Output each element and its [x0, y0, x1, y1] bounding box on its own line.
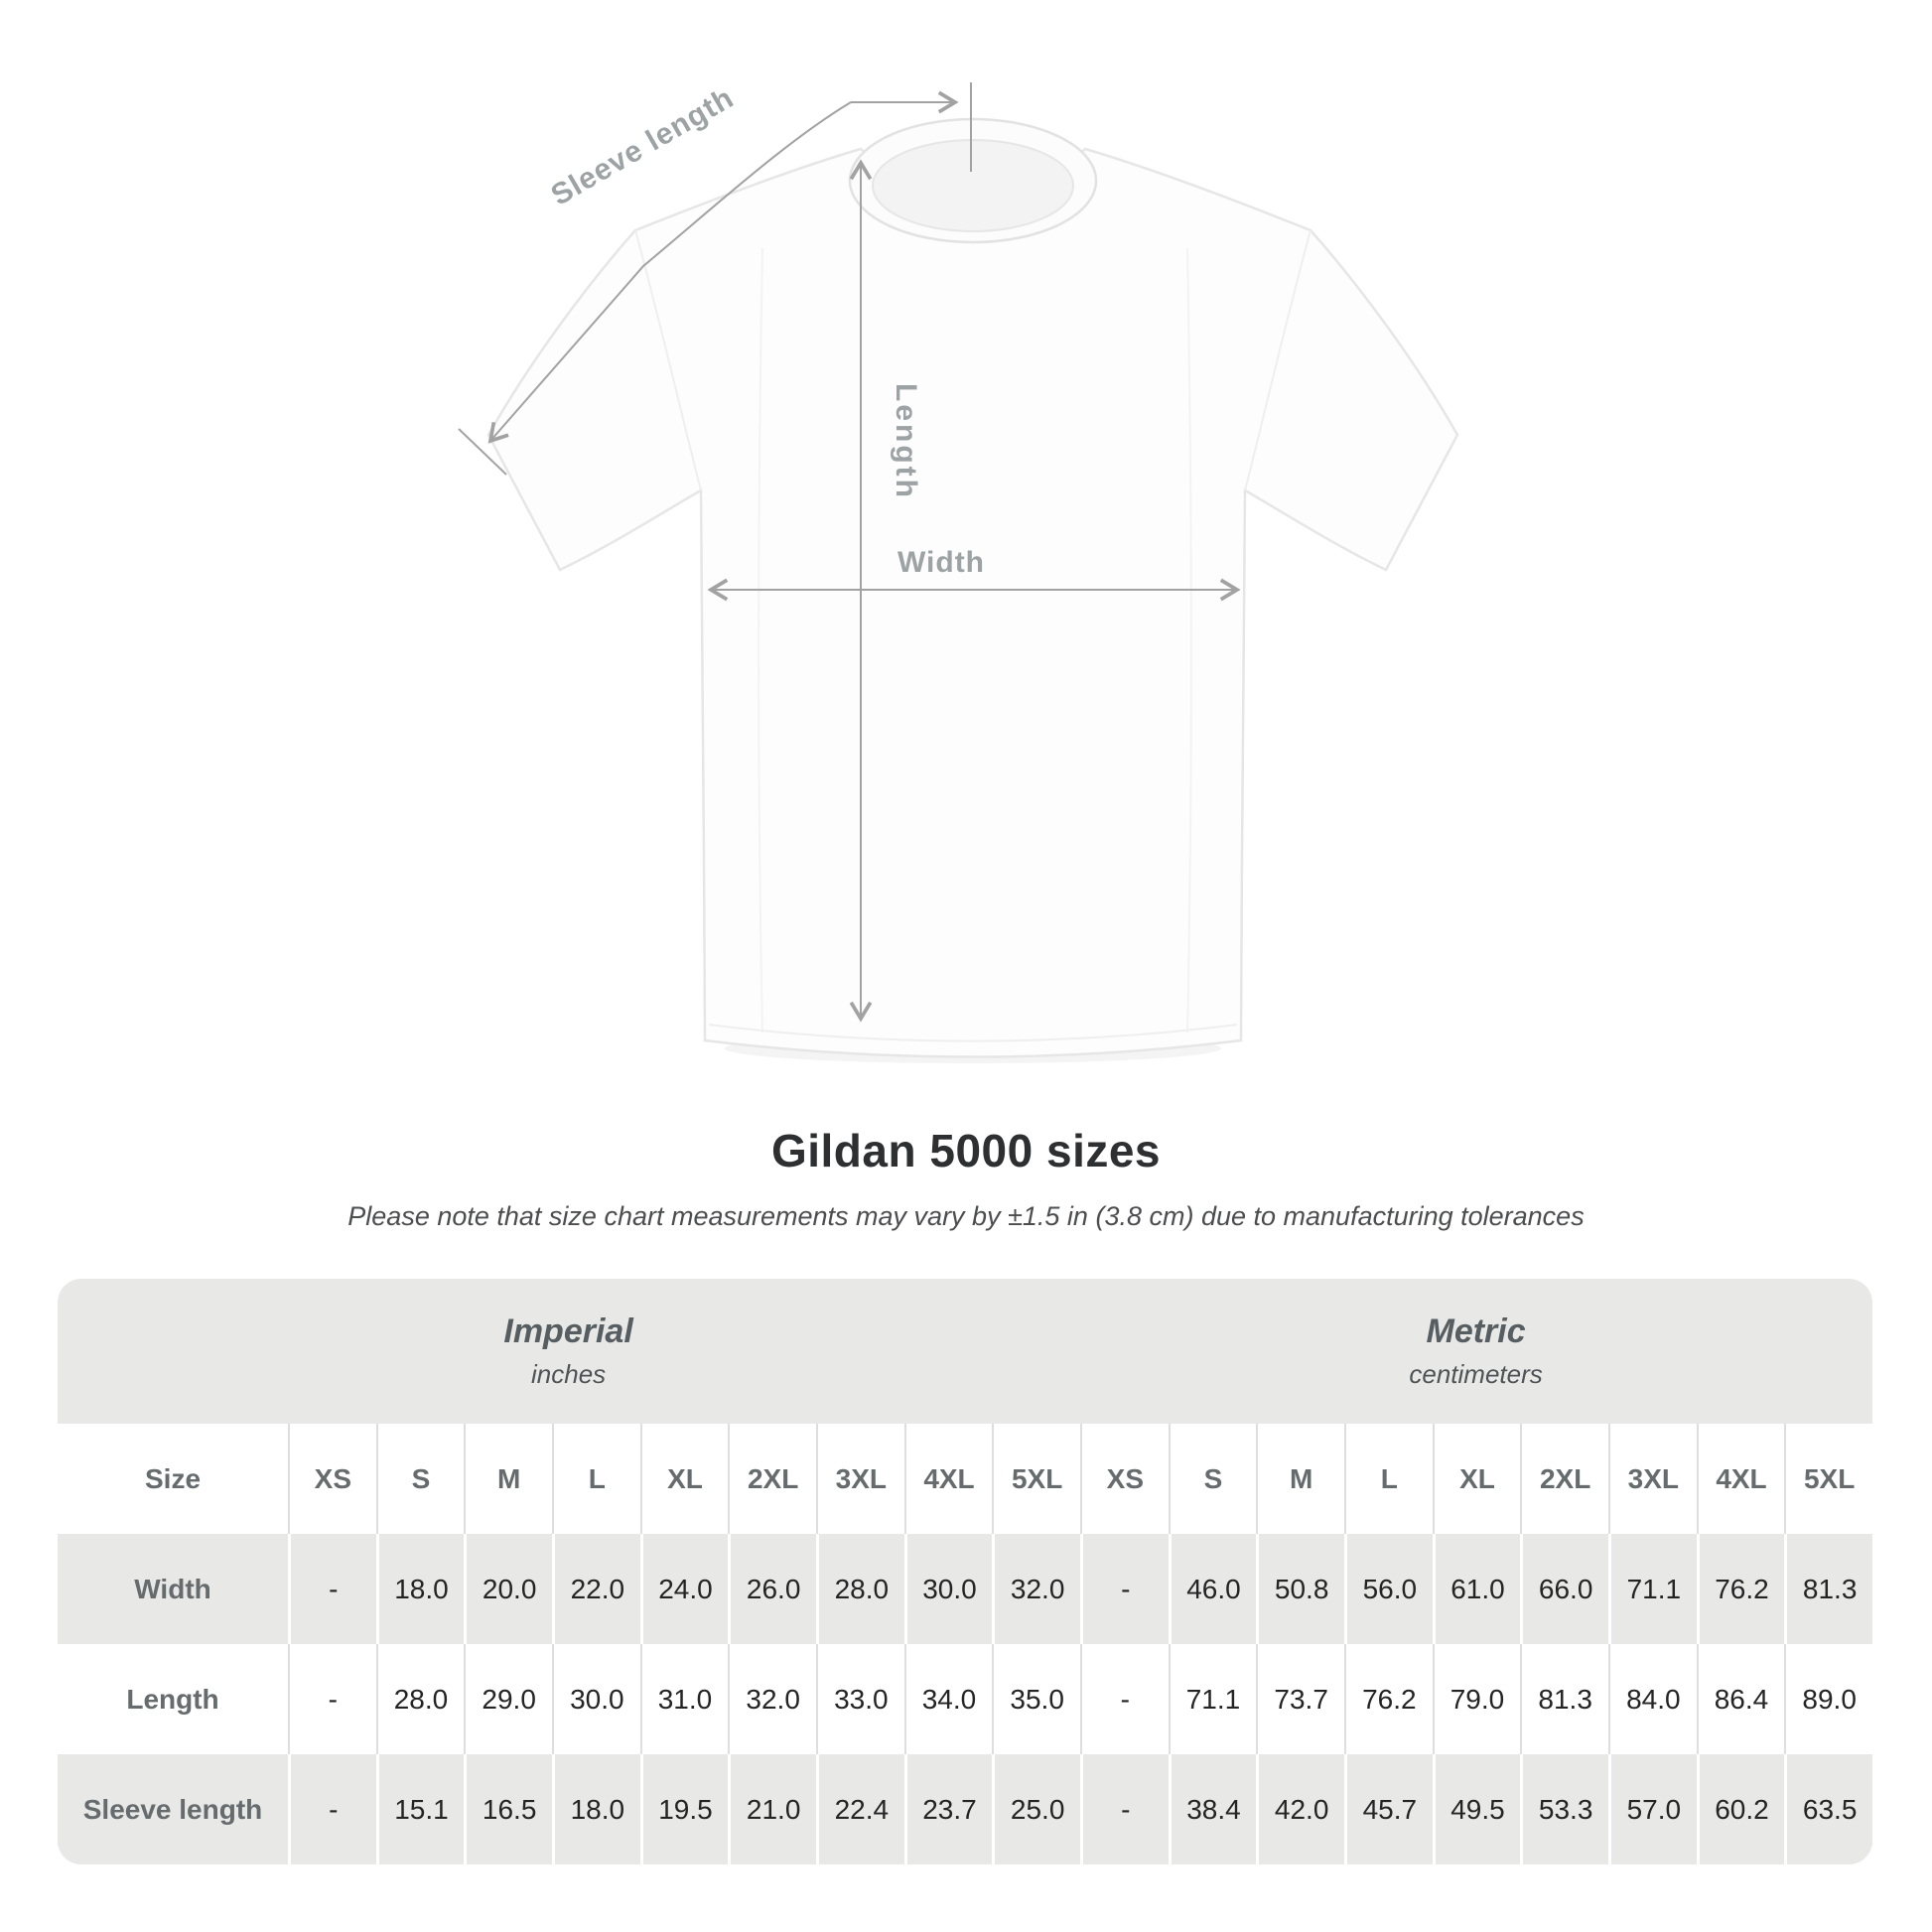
- value-cell: 30.0: [904, 1534, 993, 1644]
- value-cell: 71.1: [1169, 1644, 1257, 1754]
- value-cell: 42.0: [1256, 1754, 1344, 1864]
- value-cell: 76.2: [1697, 1534, 1785, 1644]
- length-label: Length: [890, 383, 922, 500]
- value-cell: 26.0: [728, 1534, 816, 1644]
- value-cell: 33.0: [816, 1644, 904, 1754]
- tshirt-graphic: [488, 119, 1457, 1057]
- value-cell: 29.0: [464, 1644, 552, 1754]
- width-row: [58, 1534, 1872, 1644]
- value-cell: 57.0: [1608, 1754, 1697, 1864]
- value-cell: 61.0: [1433, 1534, 1521, 1644]
- value-cell: 49.5: [1433, 1754, 1521, 1864]
- size-table: [58, 1279, 1872, 1864]
- value-cell: 18.0: [552, 1754, 640, 1864]
- value-cell: 32.0: [992, 1534, 1080, 1644]
- value-cell: 30.0: [552, 1644, 640, 1754]
- value-cell: 31.0: [640, 1644, 729, 1754]
- sleeve-length-row: [58, 1754, 1872, 1864]
- collar-inner: [873, 140, 1073, 231]
- row-label: Length: [126, 1683, 219, 1715]
- size-col-header: 2XL: [728, 1424, 816, 1534]
- value-cell: 79.0: [1433, 1644, 1521, 1754]
- value-cell: 84.0: [1608, 1644, 1697, 1754]
- size-col-header: 2XL: [1520, 1424, 1608, 1534]
- value-cell: 81.3: [1520, 1644, 1608, 1754]
- value-cell: 28.0: [376, 1644, 465, 1754]
- size-col-header: L: [552, 1424, 640, 1534]
- value-cell: 19.5: [640, 1754, 729, 1864]
- size-header-row: [58, 1424, 1872, 1534]
- size-col-header: S: [1169, 1424, 1257, 1534]
- value-cell: 22.4: [816, 1754, 904, 1864]
- metric-header: [1079, 1279, 1872, 1424]
- metric-name: Metric: [1426, 1312, 1526, 1350]
- row-label: Sleeve length: [82, 1793, 263, 1825]
- value-cell: 32.0: [728, 1644, 816, 1754]
- value-cell: -: [1080, 1534, 1169, 1644]
- unit-header-band: [58, 1279, 1872, 1424]
- value-cell: 53.3: [1520, 1754, 1608, 1864]
- page-title: Gildan 5000 sizes: [770, 1125, 1162, 1176]
- value-cell: 23.7: [904, 1754, 993, 1864]
- sleeve-length-label: Sleeve length: [545, 80, 740, 212]
- value-cell: 46.0: [1169, 1534, 1257, 1644]
- value-cell: 50.8: [1256, 1534, 1344, 1644]
- value-cell: 34.0: [904, 1644, 993, 1754]
- size-col-header: 5XL: [992, 1424, 1080, 1534]
- value-cell: 76.2: [1344, 1644, 1433, 1754]
- length-row: [58, 1644, 1872, 1754]
- imperial-unit: inches: [531, 1359, 607, 1389]
- value-cell: 81.3: [1784, 1534, 1872, 1644]
- size-column-title: Size: [144, 1462, 202, 1494]
- value-cell: 21.0: [728, 1754, 816, 1864]
- value-cell: 71.1: [1608, 1534, 1697, 1644]
- tolerance-note: Please note that size chart measurements may vary by ±1.5 in (3.8 cm) due to manufacturing tolerances: [347, 1201, 1585, 1231]
- size-col-header: S: [376, 1424, 465, 1534]
- value-cell: 63.5: [1784, 1754, 1872, 1864]
- size-col-header: 3XL: [816, 1424, 904, 1534]
- value-cell: 35.0: [992, 1644, 1080, 1754]
- metric-unit: centimeters: [1409, 1359, 1543, 1389]
- size-col-header: XS: [1080, 1424, 1169, 1534]
- imperial-header: [58, 1279, 1079, 1424]
- value-cell: 18.0: [376, 1534, 465, 1644]
- value-cell: 56.0: [1344, 1534, 1433, 1644]
- size-col-header: 3XL: [1608, 1424, 1697, 1534]
- value-cell: 60.2: [1697, 1754, 1785, 1864]
- value-cell: 24.0: [640, 1534, 729, 1644]
- size-col-header: 4XL: [904, 1424, 993, 1534]
- value-cell: 16.5: [464, 1754, 552, 1864]
- size-col-header: L: [1344, 1424, 1433, 1534]
- value-cell: -: [288, 1644, 376, 1754]
- size-col-header: XS: [288, 1424, 376, 1534]
- size-col-header: M: [1256, 1424, 1344, 1534]
- value-cell: 15.1: [376, 1754, 465, 1864]
- value-cell: -: [288, 1754, 376, 1864]
- value-cell: -: [288, 1534, 376, 1644]
- value-cell: 38.4: [1169, 1754, 1257, 1864]
- width-label: Width: [897, 546, 986, 579]
- imperial-name: Imperial: [503, 1312, 633, 1350]
- size-col-header: 4XL: [1697, 1424, 1785, 1534]
- value-cell: 20.0: [464, 1534, 552, 1644]
- value-cell: 73.7: [1256, 1644, 1344, 1754]
- value-cell: 25.0: [992, 1754, 1080, 1864]
- size-col-header: XL: [640, 1424, 729, 1534]
- value-cell: 86.4: [1697, 1644, 1785, 1754]
- value-cell: -: [1080, 1754, 1169, 1864]
- value-cell: 28.0: [816, 1534, 904, 1644]
- value-cell: 22.0: [552, 1534, 640, 1644]
- value-cell: 45.7: [1344, 1754, 1433, 1864]
- row-label: Width: [134, 1573, 211, 1604]
- value-cell: -: [1080, 1644, 1169, 1754]
- size-col-header: 5XL: [1784, 1424, 1872, 1534]
- size-col-header: XL: [1433, 1424, 1521, 1534]
- size-col-header: M: [464, 1424, 552, 1534]
- value-cell: 66.0: [1520, 1534, 1608, 1644]
- value-cell: 89.0: [1784, 1644, 1872, 1754]
